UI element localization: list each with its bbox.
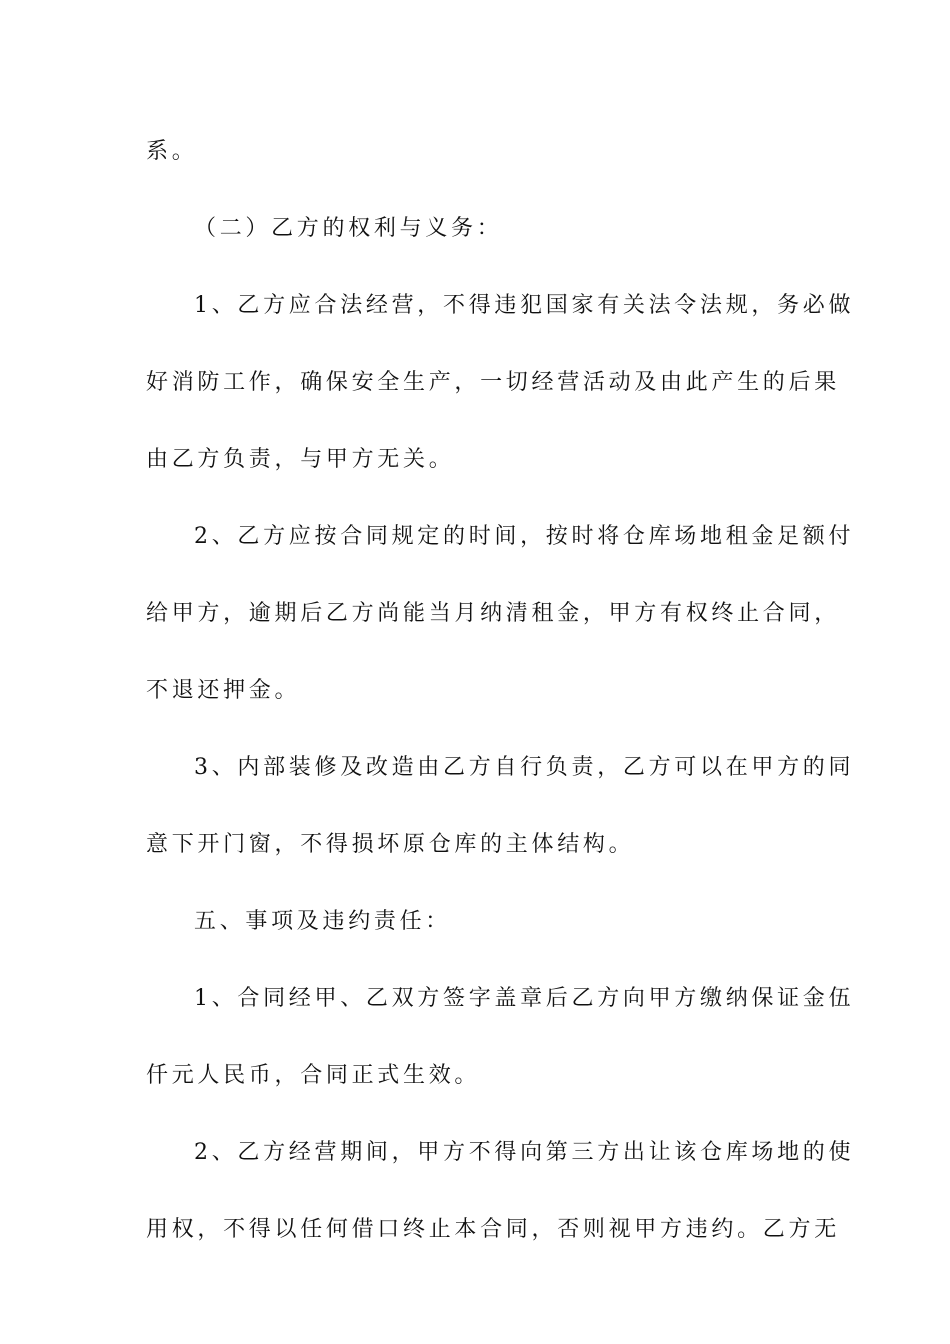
- section-heading-party-b-rights: （二）乙方的权利与义务：: [194, 216, 503, 241]
- breach-clause-1-line-2: 仟元人民币，合同正式生效。: [146, 1063, 481, 1088]
- breach-clause-2-line-1: 2、乙方经营期间，甲方不得向第三方出让该仓库场地的使: [194, 1140, 855, 1165]
- clause-1-line-1: 1、乙方应合法经营，不得违犯国家有关法令法规，务必做: [194, 293, 855, 318]
- clause-1-line-3: 由乙方负责，与甲方无关。: [146, 447, 455, 472]
- clause-3-line-2: 意下开门窗，不得损坏原仓库的主体结构。: [146, 832, 635, 857]
- section-heading-breach: 五、事项及违约责任：: [194, 909, 452, 934]
- clause-2-line-1: 2、乙方应按合同规定的时间，按时将仓库场地租金足额付: [194, 524, 855, 549]
- breach-clause-1-line-1: 1、合同经甲、乙双方签字盖章后乙方向甲方缴纳保证金伍: [194, 986, 855, 1011]
- breach-clause-2-line-2: 用权，不得以任何借口终止本合同，否则视甲方违约。乙方无: [146, 1217, 840, 1242]
- clause-3-line-1: 3、内部装修及改造由乙方自行负责，乙方可以在甲方的同: [194, 755, 855, 780]
- clause-2-line-3: 不退还押金。: [146, 678, 301, 703]
- clause-2-line-2: 给甲方，逾期后乙方尚能当月纳清租金，甲方有权终止合同，: [146, 601, 840, 626]
- paragraph-continuation-line: 系。: [146, 139, 198, 164]
- clause-1-line-2: 好消防工作，确保安全生产，一切经营活动及由此产生的后果: [146, 370, 840, 395]
